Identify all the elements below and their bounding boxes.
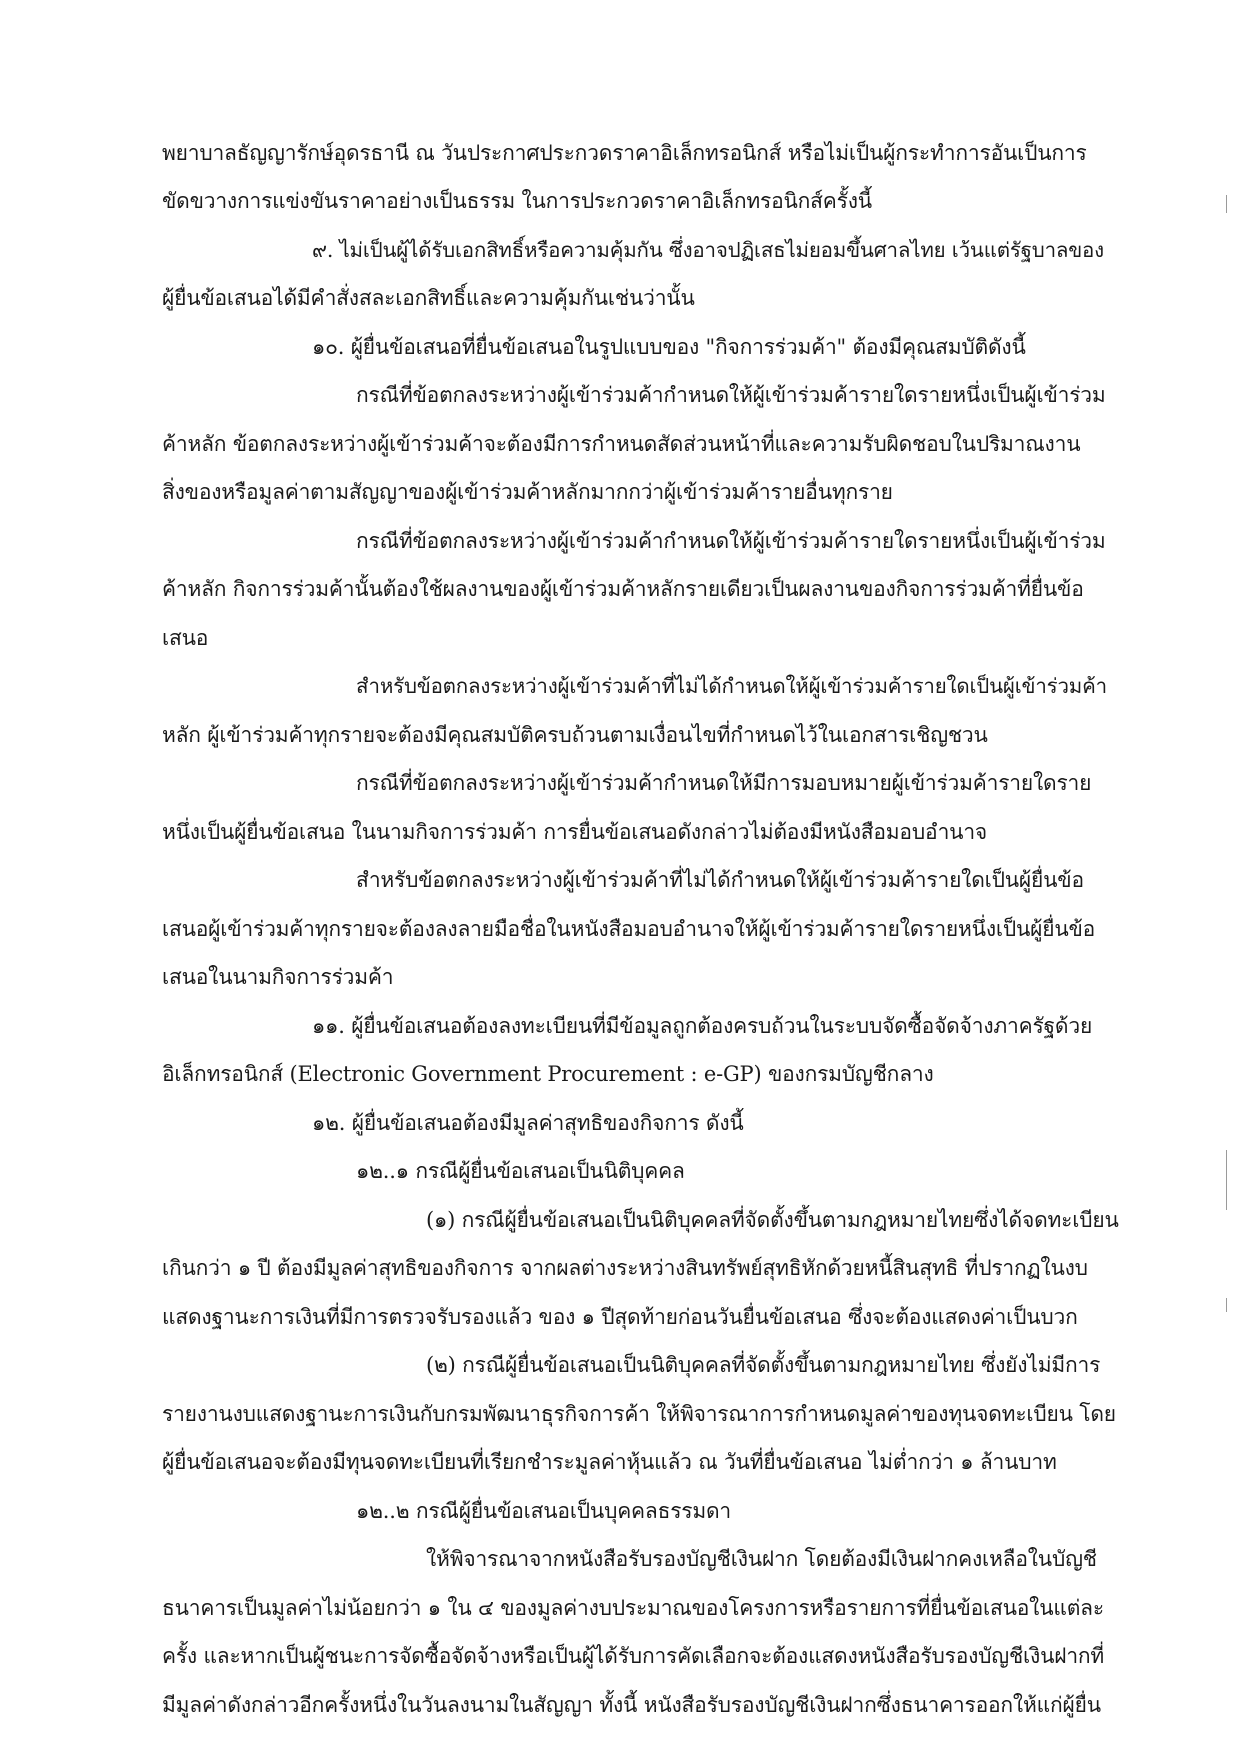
text-line: ๑๐. ผู้ยื่นข้อเสนอที่ยื่นข้อเสนอในรูปแบบของ "กิจการร่วมค้า" ต้องมีคุณสมบัติดังนี้	[312, 335, 1026, 359]
scan-mark	[1226, 1150, 1227, 1210]
text-line: รายงานงบแสดงฐานะการเงินกับกรมพัฒนาธุรกิจการค้า ให้พิจารณาการกำหนดมูลค่าของทุนจดทะเบียน โดย	[162, 1402, 1116, 1426]
text-line: ๙. ไม่เป็นผู้ได้รับเอกสิทธิ์หรือความคุ้มกัน ซึ่งอาจปฏิเสธไม่ยอมขึ้นศาลไทย เว้นแต่รัฐบาลของ	[312, 238, 1104, 262]
text-line: กรณีที่ข้อตกลงระหว่างผู้เข้าร่วมค้ากำหนดให้ผู้เข้าร่วมค้ารายใดรายหนึ่งเป็นผู้เข้าร่วม	[356, 529, 1106, 553]
text-line: ครั้ง และหากเป็นผู้ชนะการจัดซื้อจัดจ้างหรือเป็นผู้ได้รับการคัดเลือกจะต้องแสดงหนังสือรับรองบัญชีเงินฝากที่	[162, 1644, 1105, 1668]
text-line: พยาบาลธัญญารักษ์อุดรธานี ณ วันประกาศประกวดราคาอิเล็กทรอนิกส์ หรือไม่เป็นผู้กระทำการอันเป็นการ	[162, 141, 1087, 165]
text-line: ๑๒. ผู้ยื่นข้อเสนอต้องมีมูลค่าสุทธิของกิจการ ดังนี้	[312, 1111, 744, 1135]
text-line: เสนอผู้เข้าร่วมค้าทุกรายจะต้องลงลายมือชื่อในหนังสือมอบอำนาจให้ผู้เข้าร่วมค้ารายใดรายหนึ่งเป็นผู้ยื่นข้อ	[162, 917, 1096, 941]
text-line: กรณีที่ข้อตกลงระหว่างผู้เข้าร่วมค้ากำหนดให้ผู้เข้าร่วมค้ารายใดรายหนึ่งเป็นผู้เข้าร่วม	[356, 383, 1106, 407]
text-line: (๑) กรณีผู้ยื่นข้อเสนอเป็นนิติบุคคลที่จัดตั้งขึ้นตามกฎหมายไทยซึ่งได้จดทะเบียน	[426, 1208, 1119, 1232]
text-line: สำหรับข้อตกลงระหว่างผู้เข้าร่วมค้าที่ไม่ได้กำหนดให้ผู้เข้าร่วมค้ารายใดเป็นผู้เข้าร่วมค้า	[356, 674, 1107, 698]
text-line: อิเล็กทรอนิกส์ (Electronic Government Procurement : e-GP) ของกรมบัญชีกลาง	[162, 1062, 934, 1086]
text-line: สิ่งของหรือมูลค่าตามสัญญาของผู้เข้าร่วมค้าหลักมากกว่าผู้เข้าร่วมค้ารายอื่นทุกราย	[162, 480, 893, 504]
text-line: มีมูลค่าดังกล่าวอีกครั้งหนึ่งในวันลงนามในสัญญา ทั้งนี้ หนังสือรับรองบัญชีเงินฝากซึ่งธนาคารออกให้แก่ผู้ยื่น	[162, 1693, 1101, 1717]
text-line: ค้าหลัก กิจการร่วมค้านั้นต้องใช้ผลงานของผู้เข้าร่วมค้าหลักรายเดียวเป็นผลงานของกิจการร่วมค้าที่ยื่นข้อ	[162, 577, 1084, 601]
text-line: เกินกว่า ๑ ปี ต้องมีมูลค่าสุทธิของกิจการ จากผลต่างระหว่างสินทรัพย์สุทธิหักด้วยหนี้สินสุทธิ ที่ปรากฏในงบ	[162, 1256, 1088, 1280]
text-line: ๑๒..๒ กรณีผู้ยื่นข้อเสนอเป็นบุคคลธรรมดา	[356, 1499, 732, 1523]
text-line: แสดงฐานะการเงินที่มีการตรวจรับรองแล้ว ของ ๑ ปีสุดท้ายก่อนวันยื่นข้อเสนอ ซึ่งจะต้องแสดงค่าเป็นบวก	[162, 1305, 1078, 1329]
text-line: ๑๒..๑ กรณีผู้ยื่นข้อเสนอเป็นนิติบุคคล	[356, 1159, 685, 1183]
text-line: หนึ่งเป็นผู้ยื่นข้อเสนอ ในนามกิจการร่วมค้า การยื่นข้อเสนอดังกล่าวไม่ต้องมีหนังสือมอบอำนาจ	[162, 820, 988, 844]
text-line: ๑๑. ผู้ยื่นข้อเสนอต้องลงทะเบียนที่มีข้อมูลถูกต้องครบถ้วนในระบบจัดซื้อจัดจ้างภาครัฐด้วย	[312, 1014, 1093, 1038]
text-line: เสนอ	[162, 626, 209, 650]
text-line: ขัดขวางการแข่งขันราคาอย่างเป็นธรรม ในการประกวดราคาอิเล็กทรอนิกส์ครั้งนี้	[162, 189, 872, 213]
scan-mark	[1226, 1298, 1227, 1312]
text-line: ธนาคารเป็นมูลค่าไม่น้อยกว่า ๑ ใน ๔ ของมูลค่างบประมาณของโครงการหรือรายการที่ยื่นข้อเสนอในแต่ละ	[162, 1596, 1104, 1620]
text-line: สำหรับข้อตกลงระหว่างผู้เข้าร่วมค้าที่ไม่ได้กำหนดให้ผู้เข้าร่วมค้ารายใดเป็นผู้ยื่นข้อ	[356, 868, 1084, 892]
scan-mark	[1226, 195, 1227, 213]
text-line: เสนอในนามกิจการร่วมค้า	[162, 965, 394, 989]
text-line: ค้าหลัก ข้อตกลงระหว่างผู้เข้าร่วมค้าจะต้องมีการกำหนดสัดส่วนหน้าที่และความรับผิดชอบในปริมาณงาน	[162, 432, 1081, 456]
text-line: ให้พิจารณาจากหนังสือรับรองบัญชีเงินฝาก โดยต้องมีเงินฝากคงเหลือในบัญชี	[426, 1547, 1097, 1571]
text-line: ผู้ยื่นข้อเสนอได้มีคำสั่งสละเอกสิทธิ์และความคุ้มกันเช่นว่านั้น	[162, 286, 695, 310]
text-line: (๒) กรณีผู้ยื่นข้อเสนอเป็นนิติบุคคลที่จัดตั้งขึ้นตามกฎหมายไทย ซึ่งยังไม่มีการ	[426, 1353, 1101, 1377]
text-line: ผู้ยื่นข้อเสนอจะต้องมีทุนจดทะเบียนที่เรียกชำระมูลค่าหุ้นแล้ว ณ วันที่ยื่นข้อเสนอ ไม่ต่ำกว่า ๑ ล้านบาท	[162, 1450, 1057, 1474]
text-line: กรณีที่ข้อตกลงระหว่างผู้เข้าร่วมค้ากำหนดให้มีการมอบหมายผู้เข้าร่วมค้ารายใดราย	[356, 771, 1092, 795]
text-line: หลัก ผู้เข้าร่วมค้าทุกรายจะต้องมีคุณสมบัติครบถ้วนตามเงื่อนไขที่กำหนดไว้ในเอกสารเชิญชวน	[162, 723, 988, 747]
